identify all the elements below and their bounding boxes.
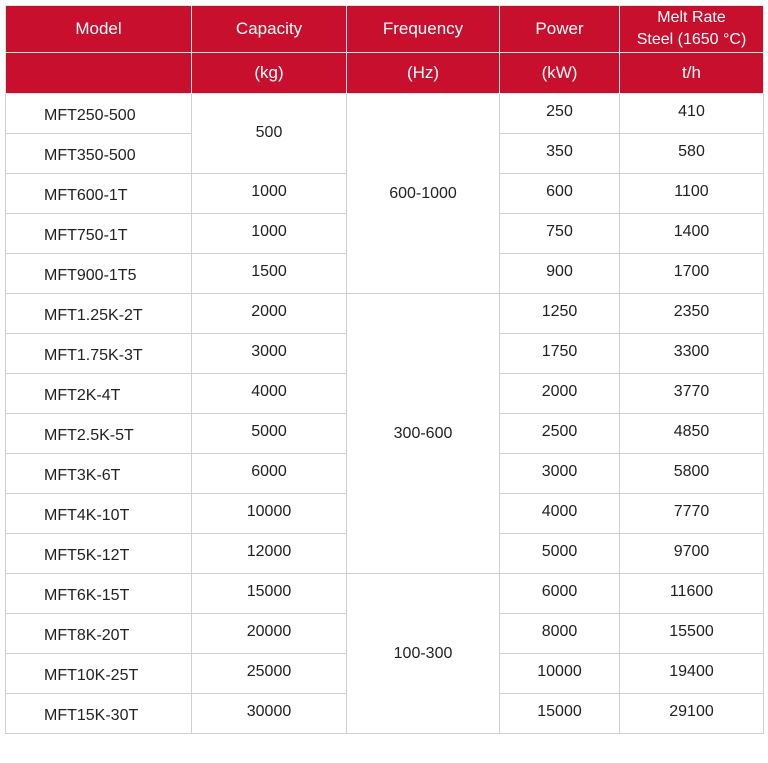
cell-power: 1250 <box>500 294 620 334</box>
cell-power: 5000 <box>500 534 620 574</box>
cell-model: MFT4K-10T <box>6 494 192 534</box>
cell-melt-rate: 4850 <box>620 414 764 454</box>
cell-model: MFT6K-15T <box>6 574 192 614</box>
cell-melt-rate: 5800 <box>620 454 764 494</box>
cell-capacity: 1000 <box>192 174 347 214</box>
cell-model: MFT750-1T <box>6 214 192 254</box>
cell-melt-rate: 2350 <box>620 294 764 334</box>
header-frequency: Frequency <box>347 6 500 53</box>
cell-capacity: 15000 <box>192 574 347 614</box>
unit-capacity: (kg) <box>192 53 347 94</box>
header-power: Power <box>500 6 620 53</box>
table-body <box>6 94 764 734</box>
cell-melt-rate: 1400 <box>620 214 764 254</box>
cell-melt-rate: 3770 <box>620 374 764 414</box>
cell-capacity: 500 <box>192 94 347 174</box>
cell-capacity: 12000 <box>192 534 347 574</box>
cell-model: MFT250-500 <box>6 94 192 134</box>
table-header <box>6 6 764 94</box>
cell-model: MFT3K-6T <box>6 454 192 494</box>
cell-capacity: 20000 <box>192 614 347 654</box>
spec-table-container <box>5 5 763 734</box>
cell-melt-rate: 3300 <box>620 334 764 374</box>
cell-power: 10000 <box>500 654 620 694</box>
cell-melt-rate: 1700 <box>620 254 764 294</box>
header-model: Model <box>6 6 192 53</box>
cell-power: 750 <box>500 214 620 254</box>
cell-capacity: 10000 <box>192 494 347 534</box>
cell-model: MFT600-1T <box>6 174 192 214</box>
cell-frequency-group: 600-1000 <box>347 94 500 294</box>
cell-melt-rate: 580 <box>620 134 764 174</box>
unit-melt-rate: t/h <box>620 53 764 94</box>
cell-capacity: 5000 <box>192 414 347 454</box>
cell-capacity: 2000 <box>192 294 347 334</box>
cell-power: 250 <box>500 94 620 134</box>
cell-capacity: 25000 <box>192 654 347 694</box>
induction-furnace-spec-table <box>5 5 764 734</box>
cell-melt-rate: 1100 <box>620 174 764 214</box>
cell-melt-rate: 29100 <box>620 694 764 734</box>
cell-model: MFT900-1T5 <box>6 254 192 294</box>
cell-model: MFT1.75K-3T <box>6 334 192 374</box>
cell-power: 6000 <box>500 574 620 614</box>
cell-model: MFT10K-25T <box>6 654 192 694</box>
cell-melt-rate: 19400 <box>620 654 764 694</box>
cell-power: 600 <box>500 174 620 214</box>
cell-melt-rate: 11600 <box>620 574 764 614</box>
cell-power: 2000 <box>500 374 620 414</box>
cell-model: MFT2K-4T <box>6 374 192 414</box>
cell-model: MFT2.5K-5T <box>6 414 192 454</box>
unit-power: (kW) <box>500 53 620 94</box>
cell-model: MFT8K-20T <box>6 614 192 654</box>
table-row <box>6 94 764 134</box>
cell-power: 2500 <box>500 414 620 454</box>
cell-power: 1750 <box>500 334 620 374</box>
cell-melt-rate: 15500 <box>620 614 764 654</box>
cell-capacity: 1000 <box>192 214 347 254</box>
cell-model: MFT5K-12T <box>6 534 192 574</box>
cell-melt-rate: 410 <box>620 94 764 134</box>
header-melt-rate <box>620 6 764 53</box>
header-melt-rate-line1: Melt Rate <box>657 9 726 26</box>
cell-power: 3000 <box>500 454 620 494</box>
cell-capacity: 6000 <box>192 454 347 494</box>
cell-melt-rate: 9700 <box>620 534 764 574</box>
cell-frequency-group: 300-600 <box>347 294 500 574</box>
cell-capacity: 30000 <box>192 694 347 734</box>
cell-model: MFT1.25K-2T <box>6 294 192 334</box>
cell-capacity: 4000 <box>192 374 347 414</box>
cell-capacity: 1500 <box>192 254 347 294</box>
header-capacity: Capacity <box>192 6 347 53</box>
cell-power: 900 <box>500 254 620 294</box>
unit-frequency: (Hz) <box>347 53 500 94</box>
units-row <box>6 53 764 94</box>
cell-power: 350 <box>500 134 620 174</box>
cell-power: 4000 <box>500 494 620 534</box>
table-row <box>6 574 764 614</box>
cell-frequency-group: 100-300 <box>347 574 500 734</box>
cell-model: MFT350-500 <box>6 134 192 174</box>
cell-model: MFT15K-30T <box>6 694 192 734</box>
cell-capacity: 3000 <box>192 334 347 374</box>
cell-power: 15000 <box>500 694 620 734</box>
cell-power: 8000 <box>500 614 620 654</box>
cell-melt-rate: 7770 <box>620 494 764 534</box>
header-row <box>6 6 764 53</box>
table-row <box>6 294 764 334</box>
unit-model-empty <box>6 53 192 94</box>
header-melt-rate-line2: Steel (1650 °C) <box>636 31 747 48</box>
